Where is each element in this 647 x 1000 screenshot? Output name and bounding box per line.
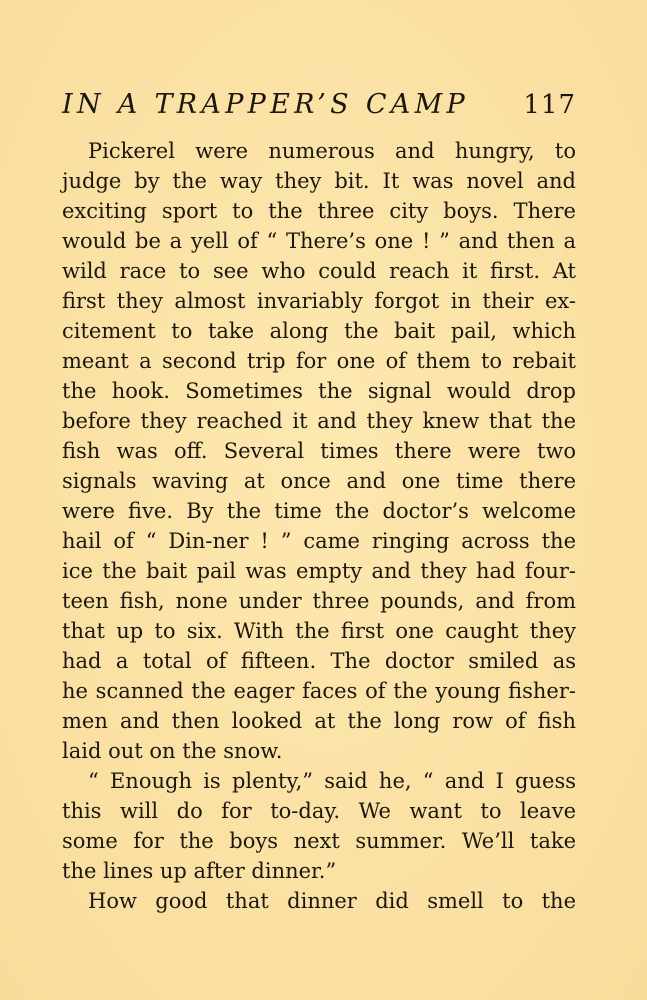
text-line: Pickerel were numerous and hungry, to — [88, 139, 576, 163]
text-line: he scanned the eager faces of the young fisher- — [62, 679, 576, 703]
running-title: IN A TRAPPER’S CAMP — [62, 89, 470, 120]
text-line: had a total of fifteen. The doctor smiled as — [62, 649, 576, 673]
text-line: some for the boys next summer. We’ll take — [62, 829, 576, 853]
text-line: exciting sport to the three city boys. There — [62, 199, 576, 223]
text-line: teen fish, none under three pounds, and from — [62, 589, 576, 613]
text-line: men and then looked at the long row of fish — [62, 709, 576, 733]
text-line: citement to take along the bait pail, which — [62, 319, 576, 343]
text-line: were five. By the time the doctor’s welcome — [62, 499, 576, 523]
text-line: first they almost invariably forgot in their ex- — [62, 289, 576, 313]
text-line: the hook. Sometimes the signal would drop — [62, 379, 576, 403]
text-line: meant a second trip for one of them to rebait — [62, 349, 576, 373]
text-line: “ Enough is plenty,” said he, “ and I guess — [88, 769, 576, 793]
text-line: before they reached it and they knew that the — [62, 409, 576, 433]
text-line: would be a yell of “ There’s one ! ” and then a — [62, 229, 576, 253]
text-line: hail of “ Din-ner ! ” came ringing across the — [62, 529, 576, 553]
text-line: that up to six. With the first one caught they — [62, 619, 576, 643]
text-line: signals waving at once and one time there — [62, 469, 576, 493]
text-line: wild race to see who could reach it first. At — [62, 259, 576, 283]
text-line: ice the bait pail was empty and they had four- — [62, 559, 576, 583]
text-line: laid out on the snow. — [62, 739, 283, 763]
text-line: judge by the way they bit. It was novel and — [62, 169, 576, 193]
text-line: fish was off. Several times there were two — [62, 439, 576, 463]
text-line: the lines up after dinner.” — [62, 859, 337, 883]
page-number: 117 — [523, 90, 576, 120]
body-text — [62, 136, 576, 916]
running-head — [62, 88, 576, 128]
text-line: How good that dinner did smell to the — [88, 889, 576, 913]
text-line: this will do for to-day. We want to leave — [62, 799, 576, 823]
